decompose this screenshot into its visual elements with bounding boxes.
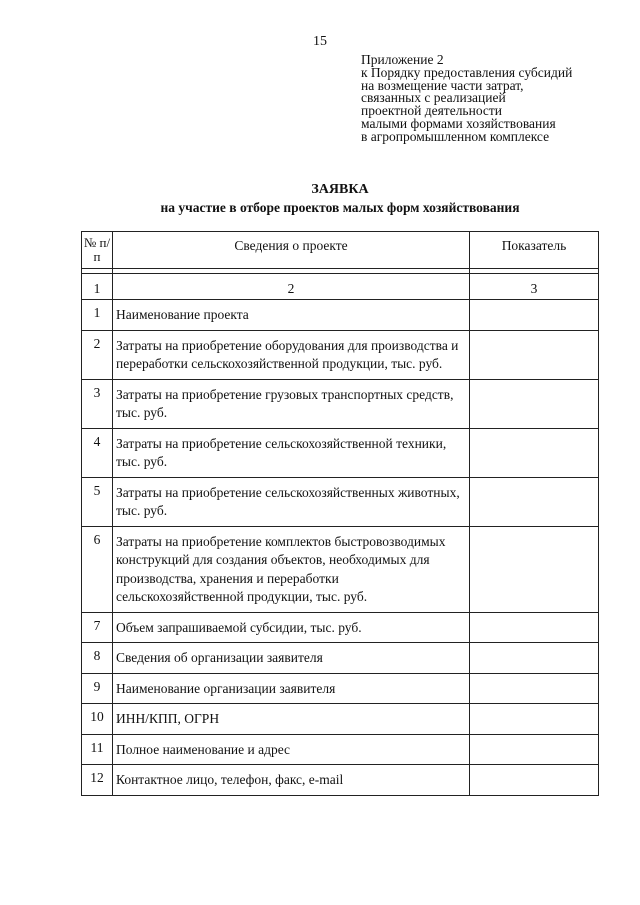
appendix-line: Приложение 2 [361,52,444,67]
table-row [82,673,599,704]
row-number: 1 [82,300,113,331]
value-cell[interactable] [470,477,599,526]
row-number: 11 [82,734,113,765]
value-cell[interactable] [470,300,599,331]
row-number: 6 [82,526,113,612]
column-index: 3 [470,274,599,300]
column-index: 2 [113,274,470,300]
row-text: Полное наименование и адрес [113,734,470,765]
row-number: 2 [82,330,113,379]
row-text: Наименование проекта [113,300,470,331]
header-num: № п/п [82,232,113,269]
row-text: Объем запрашиваемой субсидии, тыс. руб. [113,612,470,643]
row-number: 7 [82,612,113,643]
value-cell[interactable] [470,765,599,796]
appendix-line: малыми формами хозяйствования [361,115,556,131]
column-index-row [82,274,599,300]
document-title: ЗАЯВКА [311,182,369,197]
row-text: Затраты на приобретение сельскохозяйственной техники, тыс. руб. [113,428,470,477]
table-row [82,428,599,477]
row-number: 9 [82,673,113,704]
row-text: Затраты на приобретение сельскохозяйственных животных, тыс. руб. [113,477,470,526]
table-header-row [82,232,599,269]
document-subtitle: на участие в отборе проектов малых форм хозяйствования [160,200,520,215]
header-info: Сведения о проекте [113,232,470,269]
table-row [82,765,599,796]
value-cell[interactable] [470,526,599,612]
value-cell[interactable] [470,704,599,735]
row-number: 3 [82,379,113,428]
appendix-line: связанных с реализацией [361,90,506,106]
row-number: 12 [82,765,113,796]
value-cell[interactable] [470,612,599,643]
value-cell[interactable] [470,330,599,379]
row-text: ИНН/КПП, ОГРН [113,704,470,735]
table-row [82,734,599,765]
table-row [82,704,599,735]
table-row [82,612,599,643]
value-cell[interactable] [470,673,599,704]
row-number: 8 [82,643,113,674]
row-text: Сведения об организации заявителя [113,643,470,674]
appendix-line: к Порядку предоставления субсидий [361,64,573,80]
table-row [82,526,599,612]
table-row [82,379,599,428]
row-number: 5 [82,477,113,526]
appendix-note [361,54,631,144]
appendix-line: на возмещение части затрат, [361,77,524,93]
row-number: 10 [82,704,113,735]
row-text: Контактное лицо, телефон, факс, e-mail [113,765,470,796]
page-number: 15 [313,34,327,49]
appendix-line: в агропромышленном комплексе [361,128,550,144]
value-cell[interactable] [470,379,599,428]
application-table [81,231,599,796]
value-cell[interactable] [470,428,599,477]
row-text: Затраты на приобретение оборудования для производства и переработки сельскохозяйственной продукции, тыс. руб. [113,330,470,379]
table-row [82,300,599,331]
header-value: Показатель [470,232,599,269]
table-row [82,330,599,379]
row-text: Затраты на приобретение грузовых транспортных средств, тыс. руб. [113,379,470,428]
value-cell[interactable] [470,643,599,674]
table-row [82,643,599,674]
column-index: 1 [82,274,113,300]
row-number: 4 [82,428,113,477]
value-cell[interactable] [470,734,599,765]
row-text: Затраты на приобретение комплектов быстровозводимых конструкций для создания объектов, необходимых для производства, хранения и переработки сельскохозяйственной продукции, тыс. руб. [113,526,470,612]
appendix-line: проектной деятельности [361,103,503,119]
row-text: Наименование организации заявителя [113,673,470,704]
table-row [82,477,599,526]
